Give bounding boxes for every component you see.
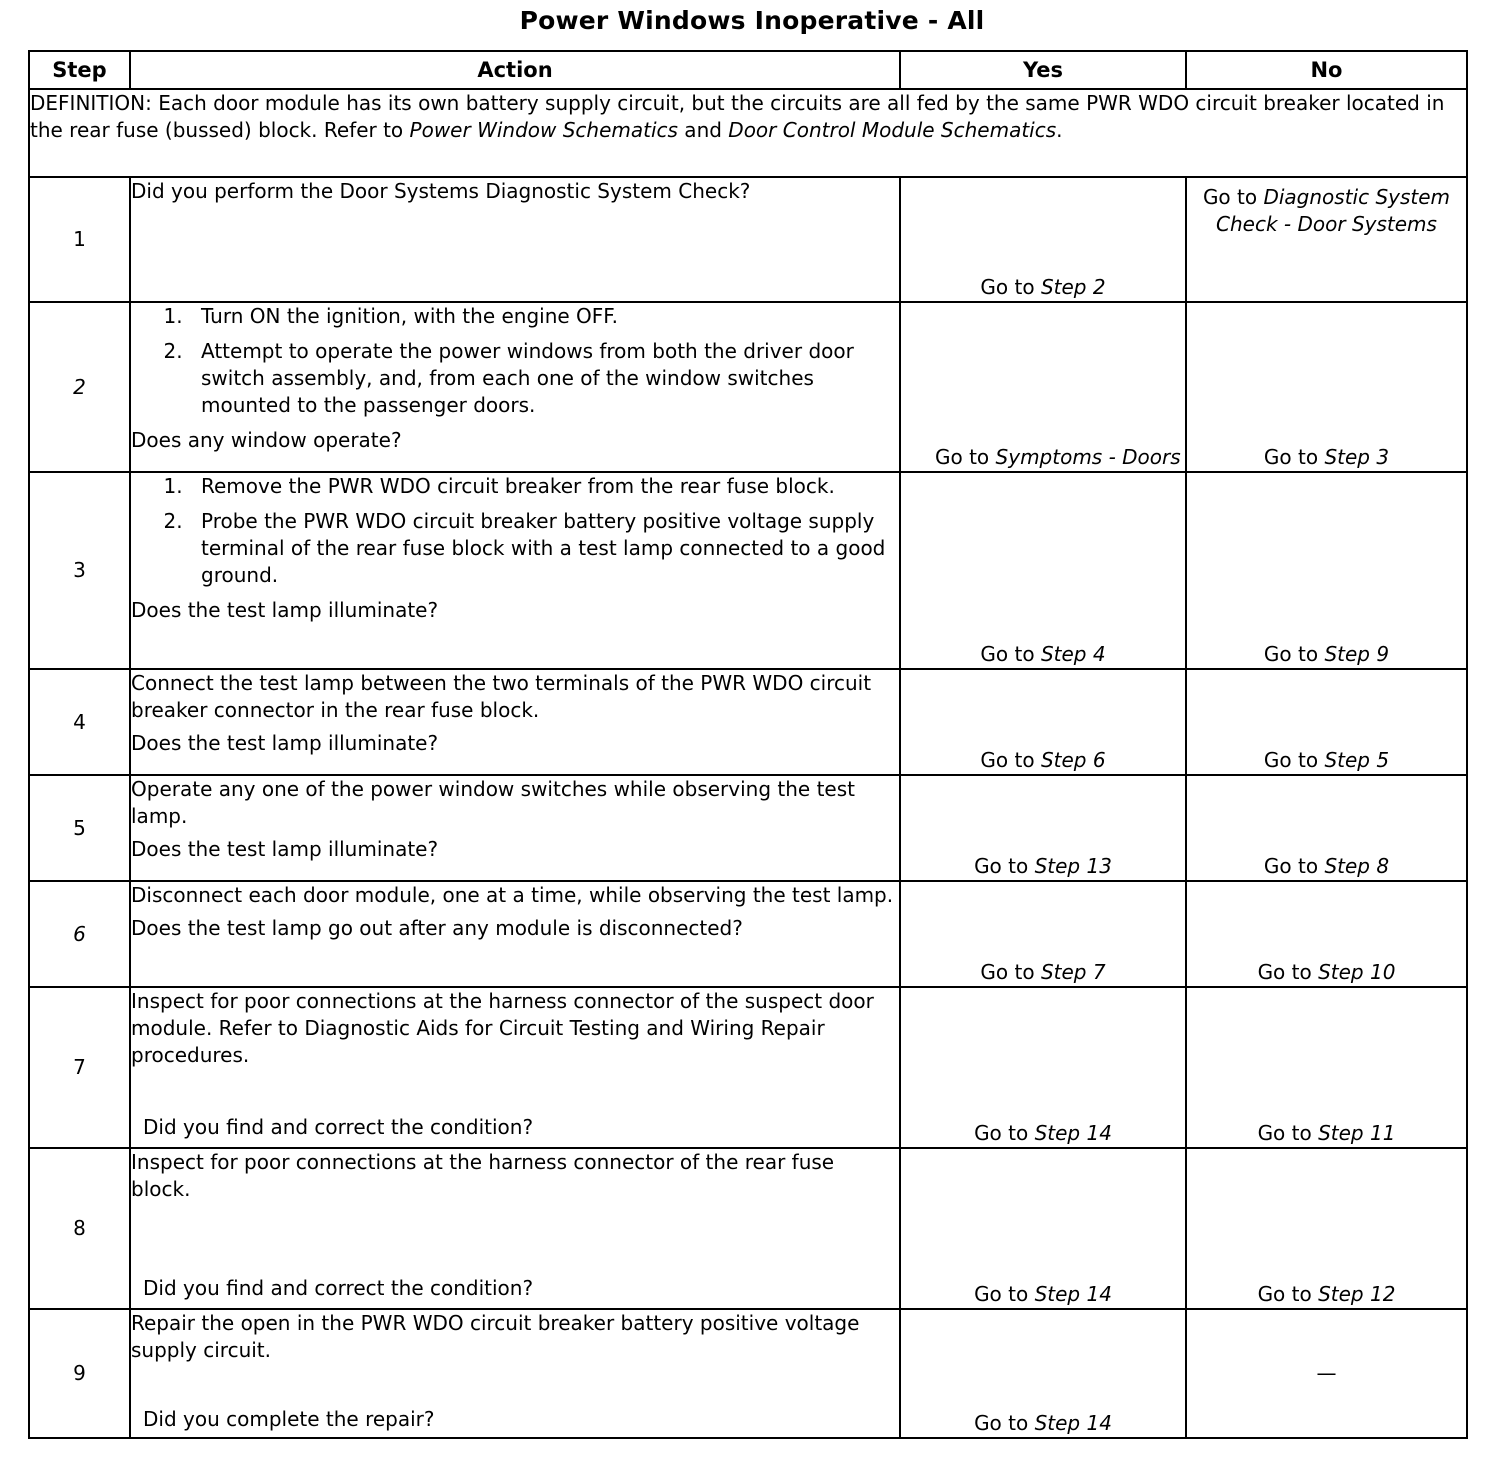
step-number: 8 bbox=[29, 1148, 130, 1309]
action-step: 1. Turn ON the ignition, with the engine OFF. bbox=[189, 303, 899, 330]
yes-link[interactable]: Step 6 bbox=[1040, 748, 1106, 772]
action-question: Does the test lamp illuminate? bbox=[131, 598, 439, 622]
action-step: 2. Probe the PWR WDO circuit breaker battery positive voltage supply terminal of the rear fuse block with a test lamp connected to a good ground. bbox=[189, 508, 899, 589]
no-cell bbox=[1186, 177, 1467, 302]
header-yes: Yes bbox=[900, 51, 1186, 89]
table-row bbox=[29, 302, 1467, 472]
table-row bbox=[29, 987, 1467, 1148]
table-row bbox=[29, 775, 1467, 881]
no-link[interactable]: Step 12 bbox=[1318, 1282, 1396, 1306]
yes-link[interactable]: Step 14 bbox=[1034, 1282, 1112, 1306]
action-step: 1. Remove the PWR WDO circuit breaker from the rear fuse block. bbox=[189, 473, 899, 500]
action-question: Did you find and correct the condition? bbox=[143, 1276, 534, 1300]
definition-text-end: . bbox=[1056, 118, 1063, 142]
yes-cell bbox=[900, 1309, 1186, 1438]
no-prefix: Go to bbox=[1257, 1282, 1319, 1306]
action-question: Does the test lamp go out after any module is disconnected? bbox=[131, 916, 743, 940]
no-prefix: Go to bbox=[1263, 445, 1325, 469]
action-cell bbox=[130, 987, 900, 1148]
no-cell bbox=[1186, 987, 1467, 1148]
action-cell bbox=[130, 669, 900, 775]
no-link[interactable]: Step 8 bbox=[1324, 854, 1390, 878]
action-question: Did you complete the repair? bbox=[143, 1407, 435, 1431]
step-number: 2 bbox=[29, 302, 130, 472]
header-step: Step bbox=[29, 51, 130, 89]
step-number: 5 bbox=[29, 775, 130, 881]
yes-cell bbox=[900, 987, 1186, 1148]
yes-prefix: Go to bbox=[974, 1411, 1035, 1435]
action-text: Did you perform the Door Systems Diagnostic System Check? bbox=[131, 179, 751, 203]
yes-cell bbox=[900, 177, 1186, 302]
yes-cell bbox=[900, 302, 1186, 472]
no-cell bbox=[1186, 775, 1467, 881]
table-row bbox=[29, 177, 1467, 302]
yes-prefix: Go to bbox=[980, 960, 1041, 984]
yes-prefix: Go to bbox=[935, 445, 996, 469]
table-row bbox=[29, 881, 1467, 987]
action-text: Disconnect each door module, one at a time, while observing the test lamp. bbox=[131, 883, 894, 907]
action-cell bbox=[130, 1148, 900, 1309]
header-row bbox=[29, 51, 1467, 89]
action-cell bbox=[130, 177, 900, 302]
step-number: 3 bbox=[29, 472, 130, 669]
yes-link[interactable]: Step 13 bbox=[1034, 854, 1112, 878]
action-cell bbox=[130, 881, 900, 987]
action-question: Does the test lamp illuminate? bbox=[131, 731, 439, 755]
no-prefix: Go to bbox=[1263, 748, 1325, 772]
no-cell bbox=[1186, 1148, 1467, 1309]
definition-ref-power-window-schematics: Power Window Schematics bbox=[409, 118, 678, 142]
no-prefix: Go to bbox=[1263, 642, 1325, 666]
yes-prefix: Go to bbox=[974, 1282, 1035, 1306]
action-text: Connect the test lamp between the two terminals of the PWR WDO circuit breaker connector in the rear fuse block. bbox=[131, 671, 872, 722]
definition-ref-door-control-module-schematics: Door Control Module Schematics bbox=[728, 118, 1057, 142]
yes-link[interactable]: Symptoms - Doors bbox=[995, 445, 1181, 469]
action-step: 2. Attempt to operate the power windows from both the driver door switch assembly, and, from each one of the window switches mounted to the passenger doors. bbox=[189, 338, 899, 419]
no-link[interactable]: Step 10 bbox=[1318, 960, 1396, 984]
yes-cell bbox=[900, 1148, 1186, 1309]
yes-cell bbox=[900, 669, 1186, 775]
no-cell bbox=[1186, 1309, 1467, 1438]
action-cell bbox=[130, 775, 900, 881]
yes-prefix: Go to bbox=[980, 642, 1041, 666]
no-link[interactable]: Step 3 bbox=[1324, 445, 1390, 469]
action-text: Inspect for poor connections at the harness connector of the rear fuse block. bbox=[131, 1150, 835, 1201]
header-no: No bbox=[1186, 51, 1467, 89]
no-link[interactable]: Step 11 bbox=[1318, 1121, 1396, 1145]
table-row bbox=[29, 472, 1467, 669]
table-row bbox=[29, 1309, 1467, 1438]
definition-cell bbox=[29, 89, 1467, 177]
table-row bbox=[29, 1148, 1467, 1309]
action-cell bbox=[130, 1309, 900, 1438]
page-title: Power Windows Inoperative - All bbox=[519, 6, 985, 35]
action-cell bbox=[130, 302, 900, 472]
yes-prefix: Go to bbox=[980, 748, 1041, 772]
no-link[interactable]: Step 9 bbox=[1324, 642, 1390, 666]
diagnostic-table bbox=[28, 50, 1468, 1439]
action-question: Did you find and correct the condition? bbox=[143, 1115, 534, 1139]
yes-prefix: Go to bbox=[974, 854, 1035, 878]
no-cell bbox=[1186, 669, 1467, 775]
action-steps-list bbox=[131, 303, 899, 419]
no-prefix: Go to bbox=[1202, 185, 1264, 209]
no-prefix: Go to bbox=[1263, 854, 1325, 878]
yes-prefix: Go to bbox=[980, 275, 1041, 299]
yes-link[interactable]: Step 14 bbox=[1034, 1411, 1112, 1435]
no-cell bbox=[1186, 472, 1467, 669]
yes-cell bbox=[900, 775, 1186, 881]
yes-link[interactable]: Step 14 bbox=[1034, 1121, 1112, 1145]
no-dash: — bbox=[1316, 1361, 1337, 1385]
step-number: 1 bbox=[29, 177, 130, 302]
step-number: 4 bbox=[29, 669, 130, 775]
header-action: Action bbox=[130, 51, 900, 89]
no-prefix: Go to bbox=[1257, 960, 1319, 984]
action-text: Repair the open in the PWR WDO circuit breaker battery positive voltage supply circuit. bbox=[131, 1311, 860, 1362]
no-cell bbox=[1186, 302, 1467, 472]
no-link[interactable]: Diagnostic System Check - Door Systems bbox=[1216, 185, 1451, 236]
yes-cell bbox=[900, 472, 1186, 669]
table-row bbox=[29, 669, 1467, 775]
yes-link[interactable]: Step 4 bbox=[1040, 642, 1106, 666]
step-number: 7 bbox=[29, 987, 130, 1148]
action-question: Does any window operate? bbox=[131, 428, 402, 452]
no-cell bbox=[1186, 881, 1467, 987]
definition-text: DEFINITION: Each door module has its own battery supply circuit, but the circuits are all fed by the same PWR WDO circuit breaker located in the rear fuse (bussed) block. Refer to bbox=[30, 91, 1445, 142]
step-number: 9 bbox=[29, 1309, 130, 1438]
action-question: Does the test lamp illuminate? bbox=[131, 837, 439, 861]
yes-prefix: Go to bbox=[974, 1121, 1035, 1145]
action-text: Operate any one of the power window switches while observing the test lamp. bbox=[131, 777, 855, 828]
no-link[interactable]: Step 5 bbox=[1324, 748, 1390, 772]
definition-row bbox=[29, 89, 1467, 177]
action-text: Inspect for poor connections at the harness connector of the suspect door module. Refer to Diagnostic Aids for Circuit Testing and Wiring Repair procedures. bbox=[131, 989, 874, 1067]
step-number: 6 bbox=[29, 881, 130, 987]
definition-text-mid: and bbox=[677, 118, 729, 142]
no-prefix: Go to bbox=[1257, 1121, 1319, 1145]
yes-cell bbox=[900, 881, 1186, 987]
yes-link[interactable]: Step 2 bbox=[1040, 275, 1106, 299]
action-cell bbox=[130, 472, 900, 669]
action-steps-list bbox=[131, 473, 899, 589]
yes-link[interactable]: Step 7 bbox=[1040, 960, 1106, 984]
